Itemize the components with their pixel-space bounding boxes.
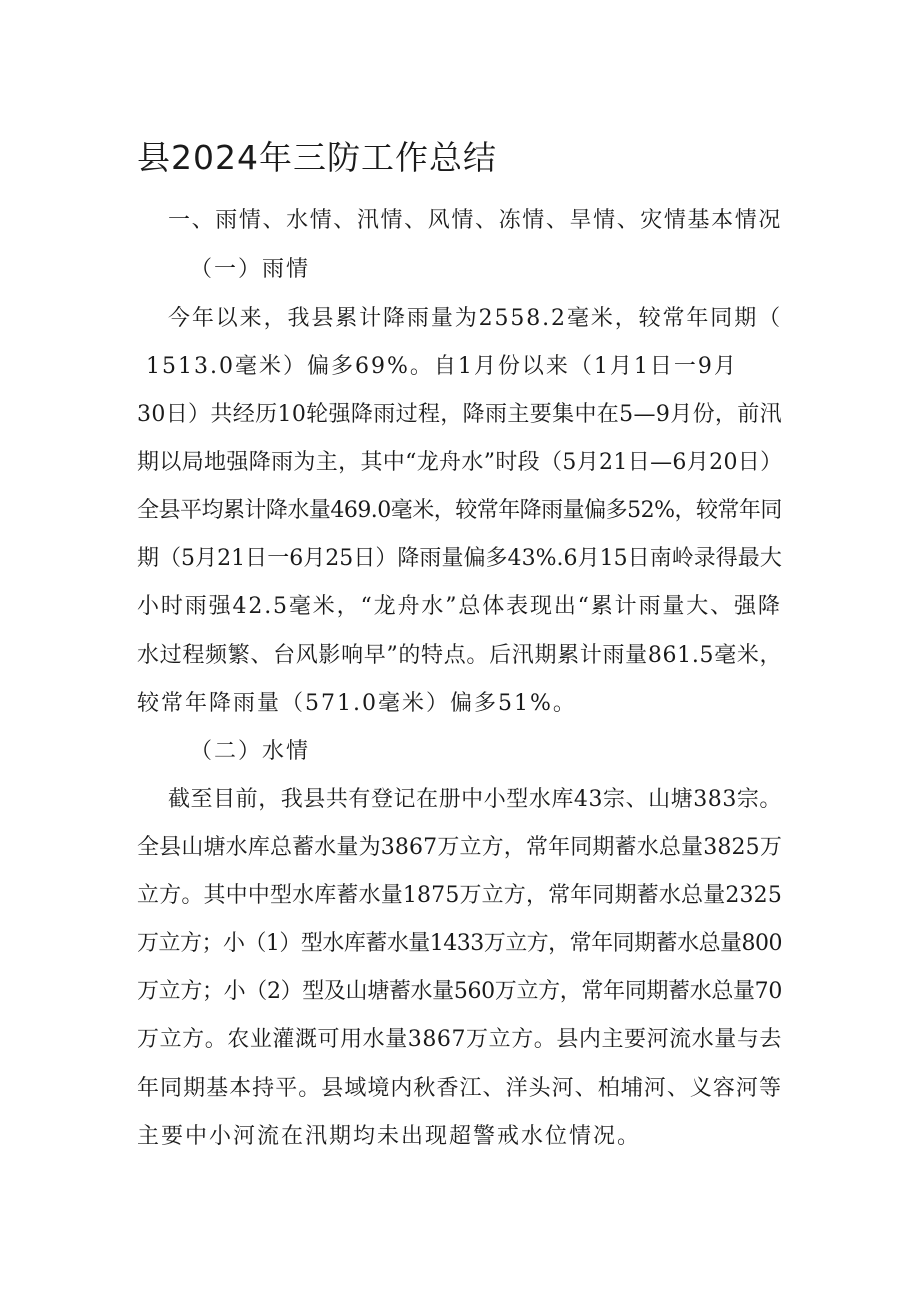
water-paragraph-line: 全县山塘水库总蓄水量为3867万立方，常年同期蓄水总量3825万: [137, 835, 782, 860]
rain-paragraph-line: 期以局地强降雨为主，其中“龙舟水”时段（5月21日—6月20日）: [137, 450, 783, 475]
rain-paragraph-line: 较常年降雨量（571.0毫米）偏多51%。: [137, 691, 577, 716]
water-paragraph-line: 立方。其中中型水库蓄水量1875万立方，常年同期蓄水总量2325: [137, 883, 782, 908]
rain-heading: （一）雨情: [190, 257, 311, 282]
water-paragraph-line: 截至目前，我县共有登记在册中小型水库43宗、山塘383宗。: [168, 787, 782, 812]
rain-paragraph-line: 小时雨强42.5毫米，“龙舟水”总体表现出“累计雨量大、强降: [137, 594, 782, 619]
rain-paragraph-line: 期（5月21日一6月25日）降雨量偏多43%.6月15日南岭录得最大: [137, 546, 782, 571]
water-paragraph-line: 年同期基本持平。县域境内秋香江、洋头河、柏埔河、义容河等: [137, 1076, 783, 1101]
rain-paragraph-line: 水过程频繁、台风影响早”的特点。后汛期累计雨量861.5毫米，: [137, 643, 783, 668]
rain-paragraph-line: 1513.0毫米）偏多69%。自1月份以来（1月1日一9月: [146, 354, 738, 379]
rain-paragraph-line: 今年以来，我县累计降雨量为2558.2毫米，较常年同期（: [168, 306, 782, 331]
water-paragraph-line: 主要中小河流在汛期均未出现超警戒水位情况。: [137, 1124, 642, 1149]
water-paragraph-line: 万立方；小（2）型及山塘蓄水量560万立方，常年同期蓄水总量70: [137, 979, 782, 1004]
water-paragraph-line: 万立方。农业灌溉可用水量3867万立方。县内主要河流水量与去: [137, 1027, 782, 1052]
rain-paragraph-line: 全县平均累计降水量469.0毫米，较常年降雨量偏多52%，较常年同: [137, 498, 782, 523]
section-heading: 一、雨情、水情、汛情、风情、冻情、旱情、灾情基本情况: [168, 208, 783, 233]
rain-paragraph-line: 30日）共经历10轮强降雨过程，降雨主要集中在5—9月份，前汛: [137, 402, 782, 427]
water-paragraph-line: 万立方；小（1）型水库蓄水量1433万立方，常年同期蓄水总量800: [137, 931, 782, 956]
document-title: 县2024年三防工作总结: [137, 138, 497, 177]
water-heading: （二）水情: [190, 739, 311, 764]
